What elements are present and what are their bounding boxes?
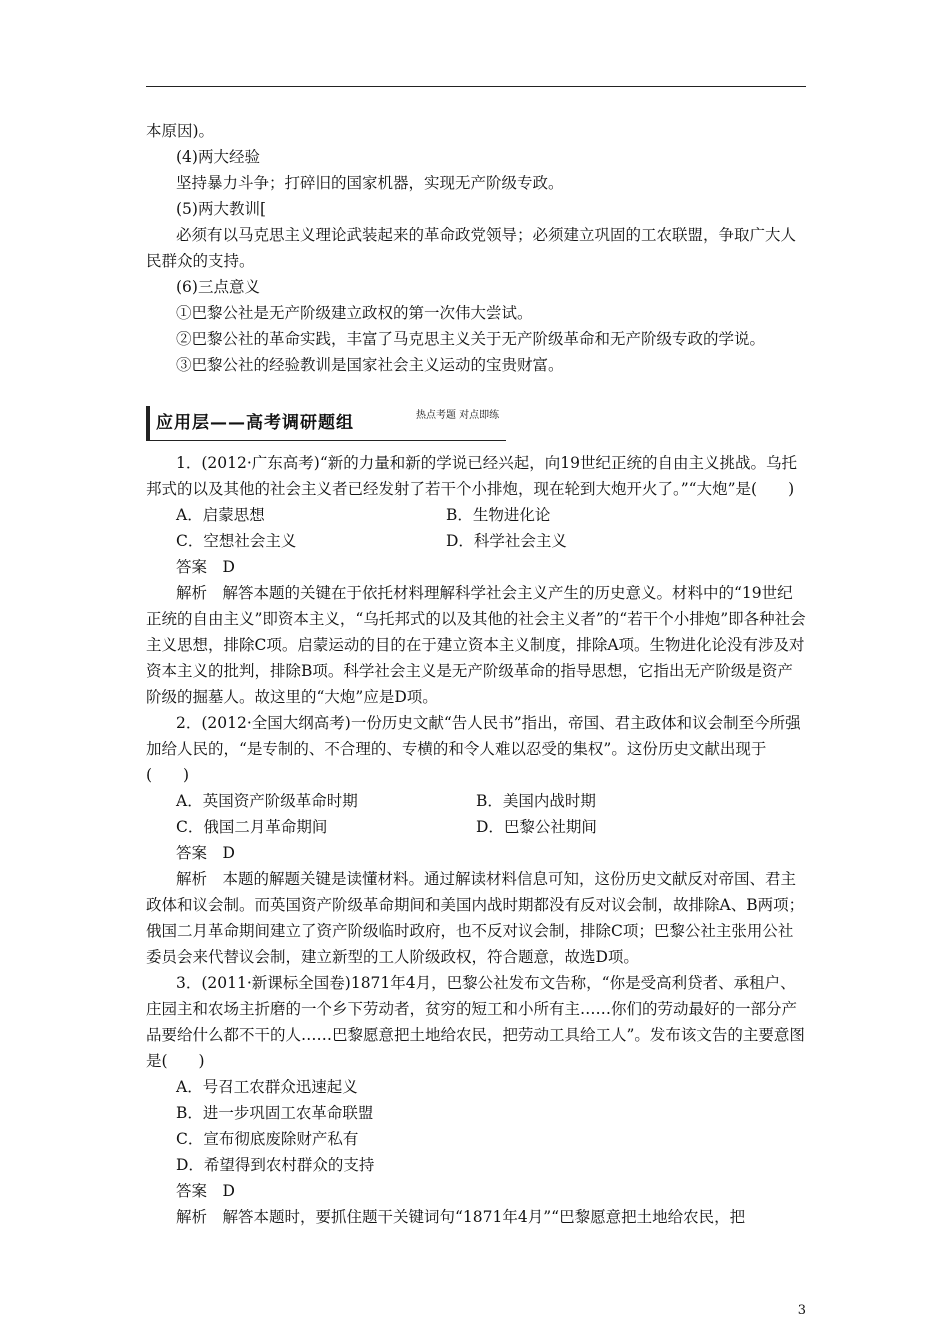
page-content <box>146 118 808 1230</box>
analysis: 解析 本题的解题关键是读懂材料。通过解读材料信息可知，这份历史文献反对帝国、君主政体和议会制。而英国资产阶级革命期间和美国内战时期都没有反对议会制，故排除A、B两项；俄国二月革命期间建立了资产阶级临时政府，也不反对议会制，排除C项；巴黎公社主张用公社委员会来代替议会制，建立新型的工人阶级政权，符合题意，故选D项。 <box>146 870 805 966</box>
heading-three-meanings: (6)三点意义 <box>176 278 260 296</box>
answer: 答案 D <box>176 844 235 862</box>
options-row <box>146 788 808 814</box>
text-paragraph: 必须有以马克思主义理论武装起来的革命政党领导；必须建立巩固的工农联盟，争取广大人民群众的支持。 <box>146 226 797 270</box>
options-row <box>146 814 808 840</box>
section-subtitle: 热点考题 对点即练 <box>416 410 500 421</box>
meaning-item: ②巴黎公社的革命实践，丰富了马克思主义关于无产阶级革命和无产阶级专政的学说。 <box>176 330 766 348</box>
header-rule <box>146 86 806 87</box>
options-row <box>146 502 808 528</box>
heading-two-experiences: (4)两大经验 <box>176 148 260 166</box>
answer: 答案 D <box>176 558 235 576</box>
question-stem: 1．(2012·广东高考)“新的力量和新的学说已经兴起，向19世纪正统的自由主义挑战。乌托邦式的以及其他的社会主义者已经发射了若干个小排炮，现在轮到大炮开火了。”“大炮”是( ) <box>146 454 797 498</box>
option-b: B．生物进化论 <box>446 506 551 524</box>
question-stem: 3．(2011·新课标全国卷)1871年4月，巴黎公社发布文告称，“你是受高利贷者、承租户、庄园主和农场主折磨的一个乡下劳动者，贫穷的短工和小所有主……你们的劳动最好的一部分产品要给什么都不干的人……巴黎愿意把土地给农民，把劳动工具给工人”。发布该文告的主要意图是( ) <box>146 974 805 1070</box>
option-d: D．巴黎公社期间 <box>476 818 597 836</box>
option-d: D．科学社会主义 <box>446 532 567 550</box>
option-c: C．俄国二月革命期间 <box>176 818 328 836</box>
text-line: 本原因)。 <box>146 122 215 140</box>
page-number: 3 <box>797 1303 806 1318</box>
heading-two-lessons: (5)两大教训[ <box>176 200 267 218</box>
option-b: B．进一步巩固工农革命联盟 <box>176 1104 374 1122</box>
option-a: A．启蒙思想 <box>176 506 265 524</box>
option-d: D．希望得到农村群众的支持 <box>176 1156 375 1174</box>
section-title: 应用层——高考调研题组 <box>156 413 354 433</box>
options-row <box>146 528 808 554</box>
option-c: C．宣布彻底废除财产私有 <box>176 1130 359 1148</box>
section-underline <box>146 440 506 441</box>
question-stem: 2．(2012·全国大纲高考)一份历史文献“告人民书”指出，帝国、君主政体和议会制至今所强加给人民的，“是专制的、不合理的、专横的和令人难以忍受的集权”。这份历史文献出现于( ) <box>146 714 801 784</box>
option-a: A．号召工农群众迅速起义 <box>176 1078 358 1096</box>
analysis: 解析 解答本题的关键在于依托材料理解科学社会主义产生的历史意义。材料中的“19世纪正统的自由主义”即资本主义，“乌托邦式的以及其他的社会主义者”的“若干个小排炮”即各种社会主义思想，排除C项。启蒙运动的目的在于建立资本主义制度，排除A项。生物进化论没有涉及对资本主义的批判，排除B项。科学社会主义是无产阶级革命的指导思想，它指出无产阶级是资产阶级的掘墓人。故这里的“大炮”应是D项。 <box>146 584 806 706</box>
meaning-item: ③巴黎公社的经验教训是国家社会主义运动的宝贵财富。 <box>176 356 564 374</box>
option-c: C．空想社会主义 <box>176 532 297 550</box>
analysis: 解析 解答本题时，要抓住题干关键词句“1871年4月”“巴黎愿意把土地给农民，把 <box>176 1208 746 1226</box>
option-b: B．美国内战时期 <box>476 792 596 810</box>
text-line: 坚持暴力斗争；打碎旧的国家机器，实现无产阶级专政。 <box>176 174 564 192</box>
option-a: A．英国资产阶级革命时期 <box>176 792 358 810</box>
answer: 答案 D <box>176 1182 235 1200</box>
section-header <box>146 404 808 442</box>
section-bar <box>146 406 150 440</box>
meaning-item: ①巴黎公社是无产阶级建立政权的第一次伟大尝试。 <box>176 304 533 322</box>
